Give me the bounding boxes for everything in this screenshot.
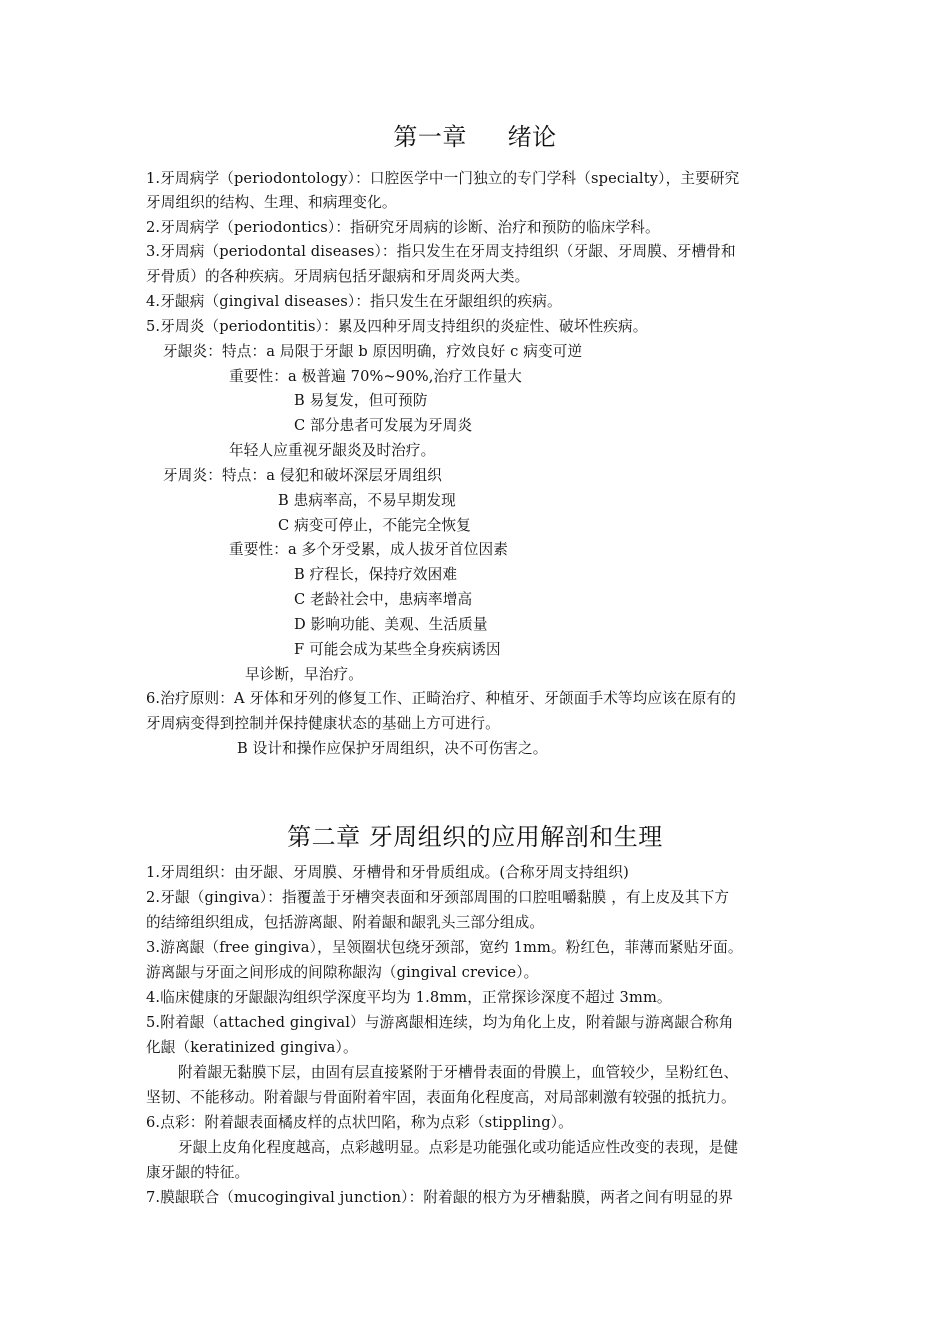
ch2-line: 的结缔组织组成，包括游离龈、附着龈和龈乳头三部分组成。 — [146, 914, 545, 931]
ch2-line: 化龈（keratinized gingiva）。 — [146, 1039, 358, 1056]
ch1-line: F 可能会成为某些全身疾病诱因 — [294, 641, 501, 658]
ch1-line: 1.牙周病学（periodontology）：口腔医学中一门独立的专门学科（specialty），主要研究 — [146, 170, 740, 187]
ch2-line: 7.膜龈联合（mucogingival junction）：附着龈的根方为牙槽黏膜，两者之间有明显的界 — [146, 1189, 733, 1206]
ch1-line: 重要性：a 多个牙受累，成人拔牙首位因素 — [229, 541, 509, 558]
ch1-line: 牙龈炎：特点：a 局限于牙龈 b 原因明确，疗效良好 c 病变可逆 — [163, 343, 583, 360]
ch1-line: B 设计和操作应保护牙周组织，决不可伤害之。 — [237, 740, 548, 757]
ch1-line: 重要性：a 极普遍 70%~90%,治疗工作量大 — [229, 368, 523, 385]
ch1-line: B 疗程长，保持疗效困难 — [294, 566, 458, 583]
ch1-line: B 易复发，但可预防 — [294, 392, 428, 409]
ch2-line: 游离龈与牙面之间形成的间隙称龈沟（gingival crevice）。 — [146, 964, 539, 981]
ch1-line: D 影响功能、美观、生活质量 — [294, 616, 488, 633]
ch2-line: 康牙龈的特征。 — [146, 1164, 250, 1181]
ch2-line: 3.游离龈（free gingiva），呈领圈状包绕牙颈部，宽约 1mm。粉红色，菲薄而紧贴牙面。 — [146, 939, 743, 956]
ch1-line: C 病变可停止，不能完全恢复 — [278, 517, 472, 534]
ch2-line: 4.临床健康的牙龈龈沟组织学深度平均为 1.8mm，正常探诊深度不超过 3mm。 — [146, 989, 672, 1006]
ch1-line: 牙骨质）的各种疾病。牙周病包括牙龈病和牙周炎两大类。 — [146, 268, 530, 285]
ch1-line: 早诊断，早治疗。 — [245, 666, 363, 683]
ch2-line: 6.点彩：附着龈表面橘皮样的点状凹陷，称为点彩（stippling）。 — [146, 1114, 573, 1131]
ch1-line: B 患病率高，不易早期发现 — [278, 492, 456, 509]
ch1-line: 牙周炎：特点：a 侵犯和破坏深层牙周组织 — [163, 467, 443, 484]
ch1-line: 2.牙周病学（periodontics）：指研究牙周病的诊断、治疗和预防的临床学科。 — [146, 219, 660, 236]
ch2-line: 5.附着龈（attached gingival）与游离龈相连续，均为角化上皮，附着龈与游离龈合称角 — [146, 1014, 734, 1031]
ch1-line: 3.牙周病（periodontal diseases）：指只发生在牙周支持组织（牙龈、牙周膜、牙槽骨和 — [146, 243, 736, 260]
ch1-line: 6.治疗原则：A 牙体和牙列的修复工作、正畸治疗、种植牙、牙颌面手术等均应该在原有的 — [146, 690, 736, 707]
ch2-line: 牙龈上皮角化程度越高，点彩越明显。点彩是功能强化或功能适应性改变的表现，是健 — [178, 1139, 739, 1156]
chapter-1-title: 第一章 绪论 — [393, 123, 557, 151]
ch1-line: 年轻人应重视牙龈炎及时治疗。 — [229, 442, 436, 459]
ch1-line: 牙周组织的结构、生理、和病理变化。 — [146, 194, 397, 211]
ch2-line: 坚韧、不能移动。附着龈与骨面附着牢固，表面角化程度高，对局部刺激有较强的抵抗力。 — [146, 1089, 736, 1106]
ch2-line: 2.牙龈（gingiva）：指覆盖于牙槽突表面和牙颈部周围的口腔咀嚼黏膜 ，有上皮及其下方 — [146, 889, 730, 906]
ch2-line: 附着龈无黏膜下层，由固有层直接紧附于牙槽骨表面的骨膜上，血管较少，呈粉红色、 — [178, 1064, 739, 1081]
ch1-line: 牙周病变得到控制并保持健康状态的基础上方可进行。 — [146, 715, 500, 732]
ch1-line: 5.牙周炎（periodontitis）：累及四种牙周支持组织的炎症性、破坏性疾病。 — [146, 318, 648, 335]
ch1-line: 4.牙龈病（gingival diseases）：指只发生在牙龈组织的疾病。 — [146, 293, 562, 310]
ch1-line: C 部分患者可发展为牙周炎 — [294, 417, 473, 434]
chapter-2-title: 第二章 牙周组织的应用解剖和生理 — [287, 823, 663, 851]
ch1-line: C 老龄社会中，患病率增高 — [294, 591, 473, 608]
ch2-line: 1.牙周组织：由牙龈、牙周膜、牙槽骨和牙骨质组成。(合称牙周支持组织) — [146, 864, 629, 881]
